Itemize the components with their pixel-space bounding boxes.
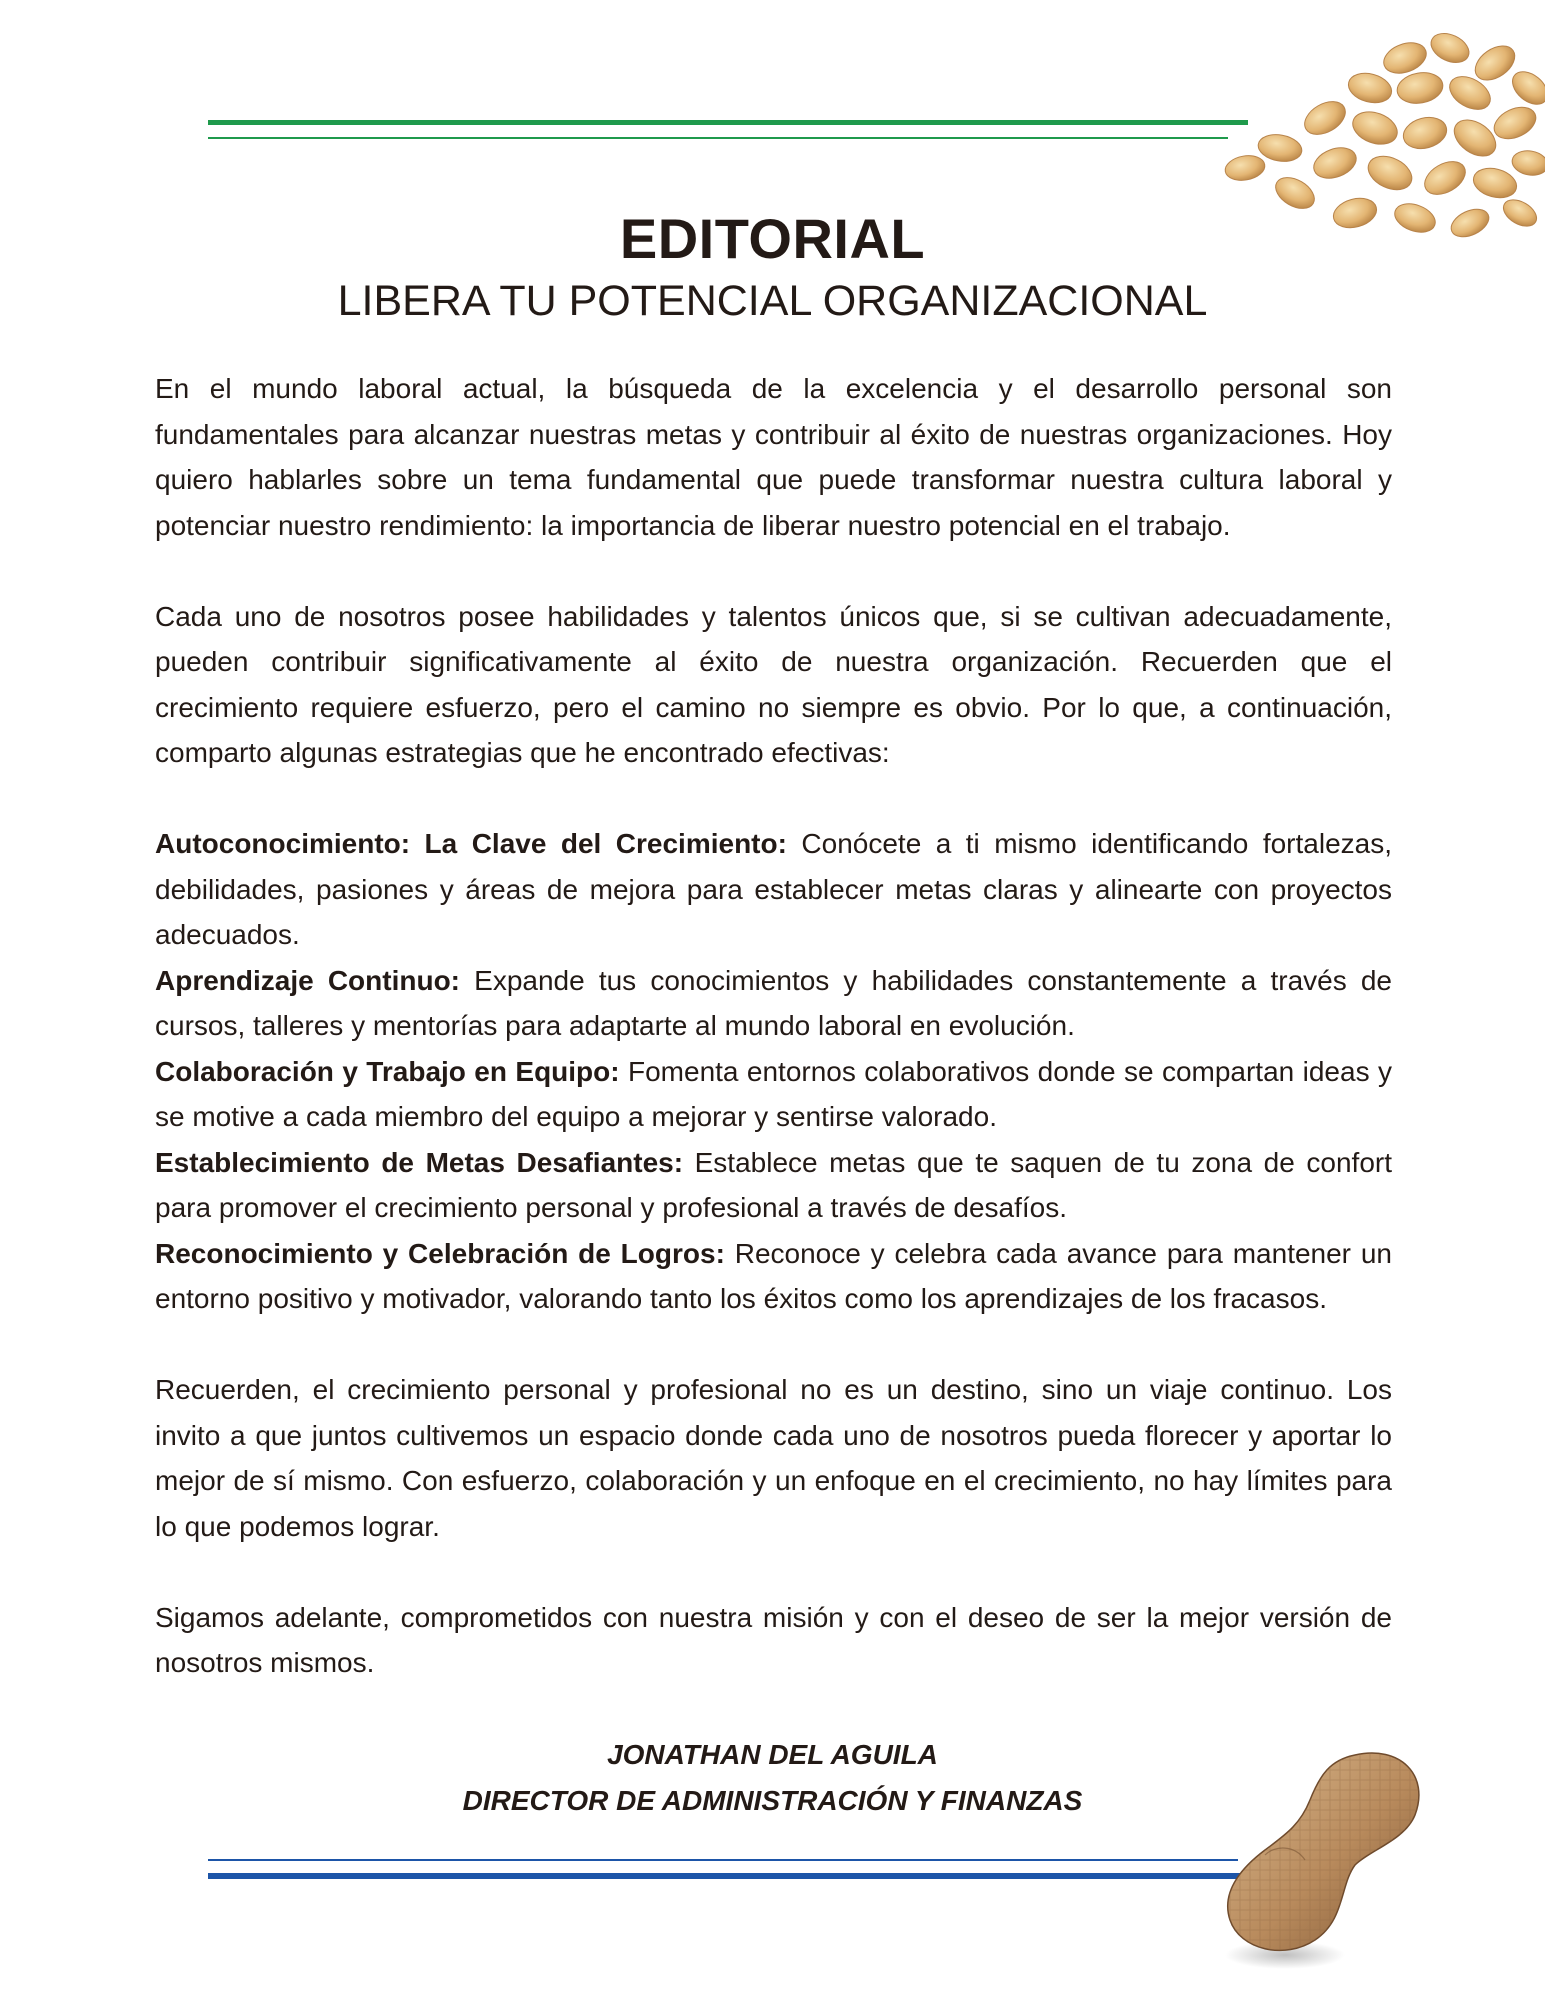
- editorial-body: [155, 366, 1392, 1686]
- bottom-rule-thick: [208, 1873, 1248, 1879]
- strategy-text: Establece metas que te saquen de tu zona de confort para promover el crecimiento personal y profesional a través de desafíos.: [155, 1146, 1392, 1223]
- strategy-item: [155, 1231, 1392, 1322]
- top-rule-thin: [208, 137, 1228, 139]
- top-rule-thick: [208, 120, 1248, 125]
- strategy-text: Conócete a ti mismo identificando fortalezas, debilidades, pasiones y áreas de mejora para establecer metas claras y alinearte con proyectos adecuados.: [155, 828, 1392, 950]
- strategy-text: Reconoce y celebra cada avance para mantener un entorno positivo y motivador, valorando tanto los éxitos como los aprendizajes de los fracasos.: [155, 1237, 1392, 1314]
- peanut-shell-image: [1205, 1745, 1445, 1975]
- strategy-item: [155, 958, 1392, 1049]
- strategy-item: [155, 1049, 1392, 1140]
- paragraph-conclusion: Recuerden, el crecimiento personal y profesional no es un destino, sino un viaje continuo. Los invito a que juntos cultivemos un espacio donde cada uno de nosotros pueda florecer y aportar lo mejor de sí mismo. Con esfuerzo, colaboración y un enfoque en el crecimiento, no hay límites para lo que podemos lograr.: [155, 1374, 1392, 1542]
- signature-role: DIRECTOR DE ADMINISTRACIÓN Y FINANZAS: [462, 1785, 1083, 1816]
- strategy-text: Expande tus conocimientos y habilidades constantemente a través de cursos, talleres y mentorías para adaptarte al mundo laboral en evolución.: [155, 964, 1392, 1041]
- strategy-label: Establecimiento de Metas Desafiantes:: [155, 1146, 684, 1178]
- signature-name: JONATHAN DEL AGUILA: [607, 1739, 938, 1770]
- strategy-label: Aprendizaje Continuo:: [155, 964, 461, 996]
- strategy-item: [155, 1140, 1392, 1231]
- bottom-rule-thin: [208, 1859, 1238, 1861]
- strategy-label: Autoconocimiento: La Clave del Crecimiento:: [155, 828, 787, 859]
- paragraph-intro: En el mundo laboral actual, la búsqueda de la excelencia y el desarrollo personal son fundamentales para alcanzar nuestras metas y contribuir al éxito de nuestras organizaciones. Hoy quiero hablarles sobre un tema fundamental que puede transformar nuestra cultura laboral y potenciar nuestro rendimiento: la importancia de liberar nuestro potencial en el trabajo.: [155, 373, 1392, 541]
- strategy-label: Colaboración y Trabajo en Equipo:: [155, 1055, 620, 1087]
- paragraph-strategies-intro: Cada uno de nosotros posee habilidades y talentos únicos que, si se cultivan adecuadamente, pueden contribuir significativamente al éxito de nuestra organización. Recuerden que el crecimiento requiere esfuerzo, pero el camino no siempre es obvio. Por lo que, a continuación, comparto algunas estrategias que he encontrado efectivas:: [155, 600, 1392, 768]
- strategy-item: [155, 821, 1392, 958]
- paragraph-closing: Sigamos adelante, comprometidos con nuestra misión y con el deseo de ser la mejor versión de nosotros mismos.: [155, 1601, 1392, 1678]
- page-subtitle: LIBERA TU POTENCIAL ORGANIZACIONAL: [337, 277, 1208, 325]
- strategy-text: Fomenta entornos colaborativos donde se compartan ideas y se motive a cada miembro del equipo a mejorar y sentirse valorado.: [155, 1055, 1392, 1132]
- page-title: EDITORIAL: [619, 207, 926, 270]
- strategy-label: Reconocimiento y Celebración de Logros:: [155, 1237, 725, 1269]
